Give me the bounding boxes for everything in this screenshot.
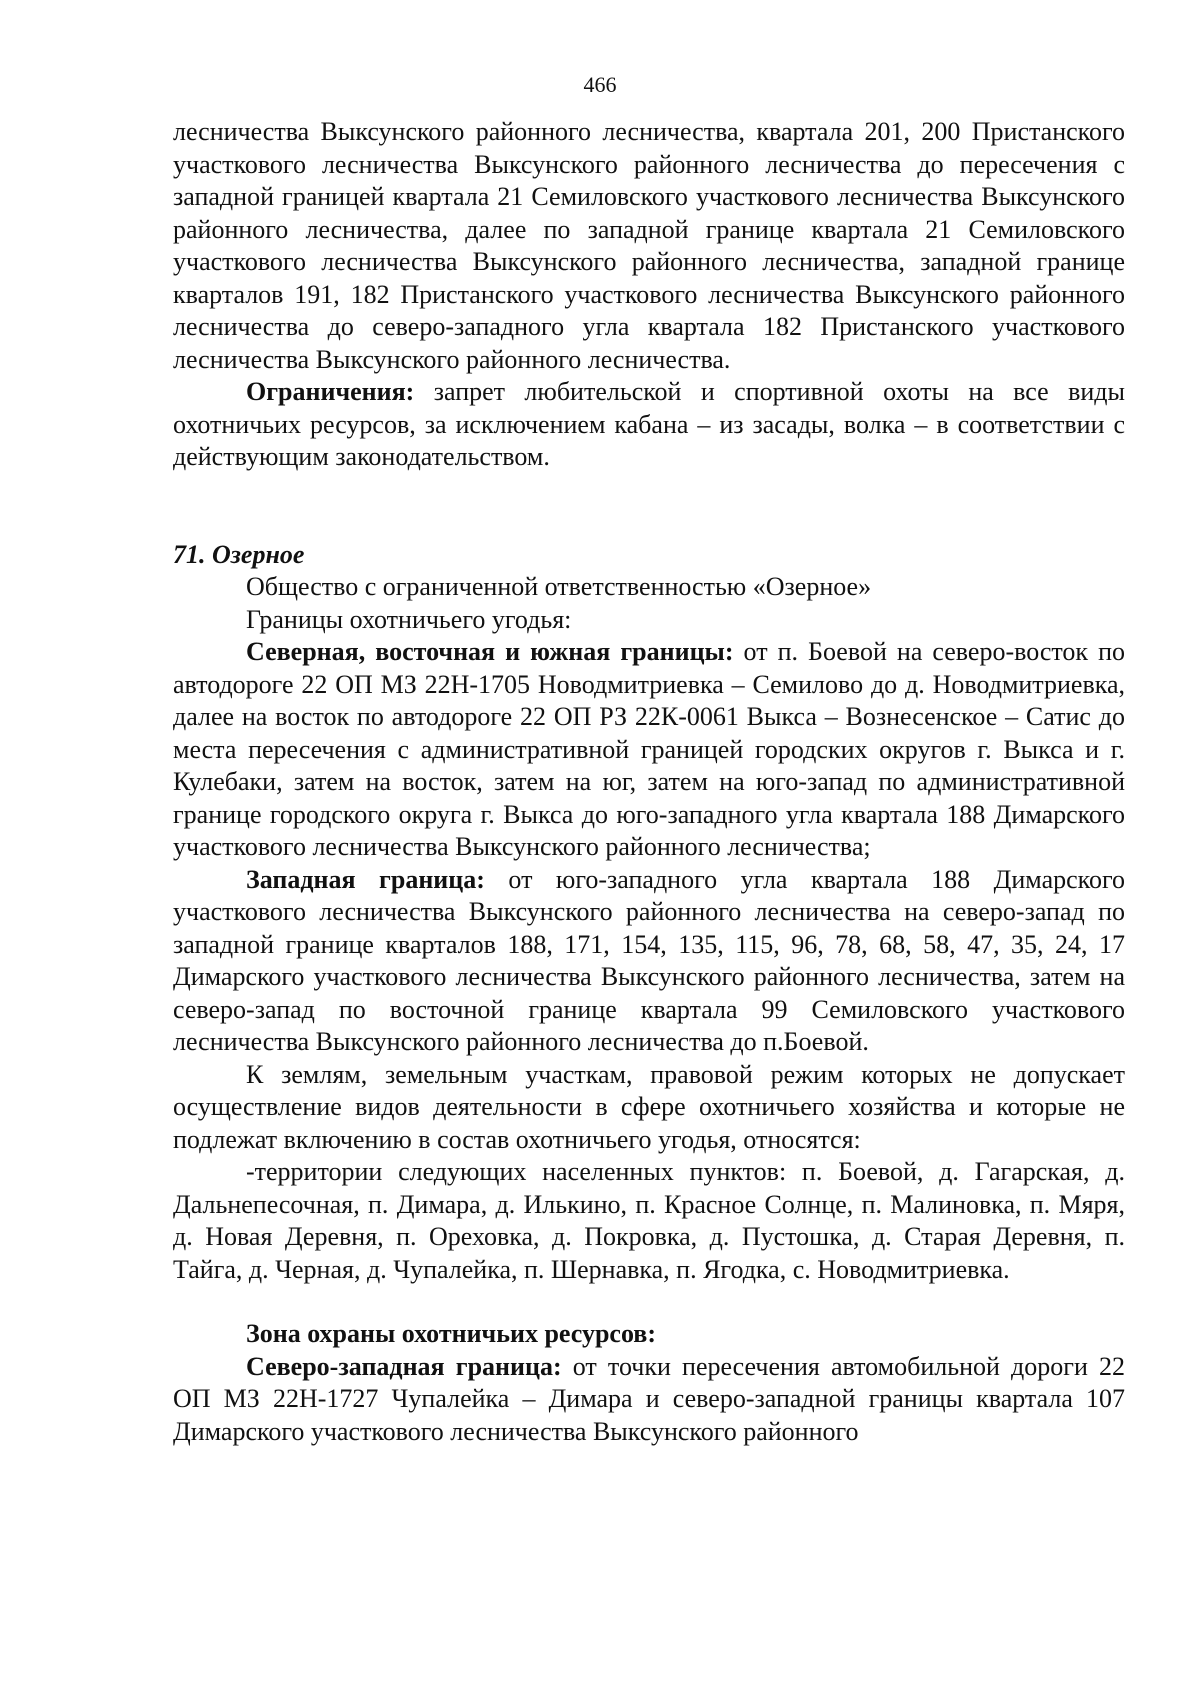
intro-continuation-paragraph: лесничества Выксунского районного лесничества, квартала 201, 200 Пристанского участкового лесничества Выксунского районного лесничества до пересечения с западной границей квартала 21 Семиловского участкового лесничества Выксунского районного лесничества, далее по западной границе квартала 21 Семиловского участкового лесничества Выксунского районного лесничества, западной границе кварталов 191, 182 Пристанского участкового лесничества Выксунского районного лесничества до северо-западного угла квартала 182 Пристанского участкового лесничества Выксунского районного лесничества. <box>173 117 1125 374</box>
restrictions-text: запрет любительской и спортивной охоты на все виды охотничьих ресурсов, за исключением кабана – из засады, волка – в соответствии с действующим законодательством. <box>173 377 1125 471</box>
north-east-south-boundary-paragraph <box>173 636 1125 864</box>
page-number: 466 <box>583 72 617 97</box>
northwest-boundary-label: Северо-западная граница: <box>246 1351 562 1381</box>
northwest-boundary-paragraph <box>173 1351 1125 1449</box>
section-spacer <box>173 474 1125 539</box>
northwest-boundary-text: от точки пересечения автомобильной дороги 22 ОП МЗ 22Н-1727 Чупалейка – Димара и северо-западной границы квартала 107 Димарского участкового лесничества Выксунского районного <box>173 1351 1125 1446</box>
protection-zone-spacer <box>173 1286 1125 1318</box>
restrictions-label: Ограничения: <box>246 377 415 406</box>
restrictions-paragraph <box>173 376 1125 474</box>
boundaries-heading: Границы охотничьего угодья: <box>246 604 572 634</box>
section-title: 71. Озерное <box>173 539 305 569</box>
excluded-lands-paragraph: К землям, земельным участкам, правовой режим которых не допускает осуществление видов деятельности в сфере охотничьего хозяйства и которые не подлежат включению в состав охотничьего угодья, относятся: <box>173 1059 1125 1154</box>
north-east-south-boundary-text: от п. Боевой на северо-восток по автодороге 22 ОП МЗ 22Н-1705 Новодмитриевка – Семилово до д. Новодмитриевка, далее на восток по автодороге 22 ОП РЗ 22К-0061 Выкса – Вознесенское – Сатис до места пересечения с административной границей городских округов г. Выкса и г. Кулебаки, затем на восток, затем на юг, затем на юго-запад по административной границе городского округа г. Выкса до юго-западного угла квартала 188 Димарского участкового лесничества Выксунского районного лесничества; <box>173 637 1125 861</box>
north-east-south-boundary-label: Северная, восточная и южная границы: <box>246 637 734 666</box>
organization-paragraph: Общество с ограниченной ответственностью «Озерное» <box>246 572 872 601</box>
west-boundary-paragraph <box>173 864 1125 1059</box>
protection-zone-heading: Зона охраны охотничьих ресурсов: <box>246 1319 657 1348</box>
west-boundary-text: от юго-западного угла квартала 188 Димарского участкового лесничества Выксунского районного лесничества на северо-запад по западной границе кварталов 188, 171, 154, 135, 115, 96, 78, 68, 58, 47, 35, 24, 17 Димарского участкового лесничества Выксунского районного лесничества, затем на северо-запад по восточной границе квартала 99 Семиловского участкового лесничества Выксунского районного лесничества до п.Боевой. <box>173 864 1125 1056</box>
document-body <box>173 116 1125 1448</box>
west-boundary-label: Западная граница: <box>246 864 485 894</box>
settlements-paragraph: -территории следующих населенных пунктов: п. Боевой, д. Гагарская, д. Дальнепесочная, п. Димара, д. Илькино, п. Красное Солнце, п. Малиновка, п. Мяря, д. Новая Деревня, п. Ореховка, д. Покровка, д. Пустошка, д. Старая Деревня, п. Тайга, д. Черная, д. Чупалейка, п. Шернавка, п. Ягодка, с. Новодмитриевка. <box>173 1157 1125 1284</box>
